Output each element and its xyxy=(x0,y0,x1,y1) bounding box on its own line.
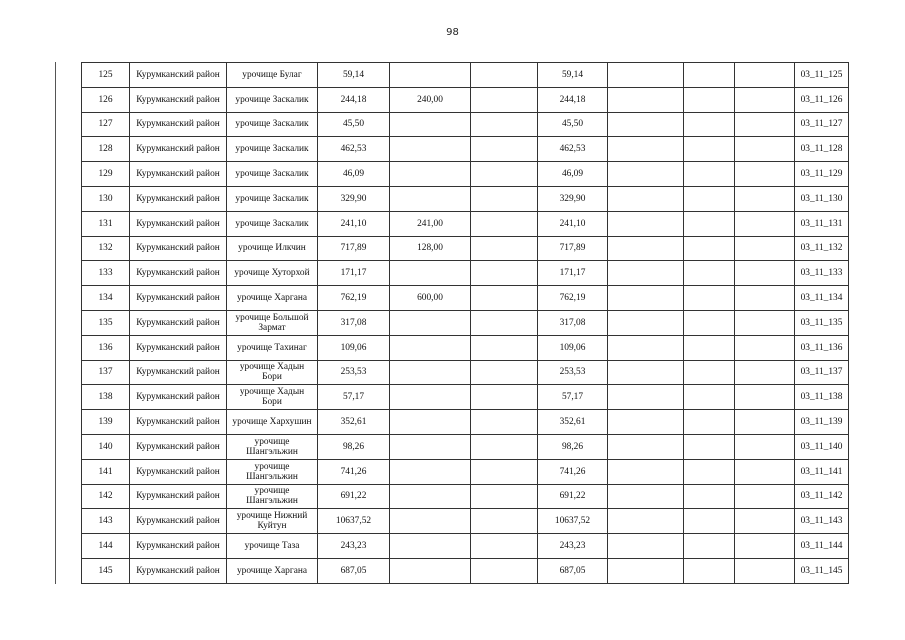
row-number-cell: 144 xyxy=(82,534,130,559)
district-cell: Курумканский район xyxy=(130,459,227,484)
area-column-5-cell xyxy=(390,186,471,211)
area-column-5-cell xyxy=(390,162,471,187)
area-column-10-cell xyxy=(735,162,795,187)
area-column-10-cell xyxy=(735,360,795,385)
area-column-8-cell xyxy=(608,186,684,211)
table-row xyxy=(82,558,849,583)
area-column-6-cell xyxy=(471,286,538,311)
area-column-8-cell xyxy=(608,162,684,187)
area-column-10-cell xyxy=(735,410,795,435)
area-column-5-cell xyxy=(390,335,471,360)
area-column-7-cell: 329,90 xyxy=(538,186,608,211)
row-number-cell: 132 xyxy=(82,236,130,261)
area-column-8-cell xyxy=(608,335,684,360)
plot-code-cell: 03_11_141 xyxy=(795,459,849,484)
tract-name-cell: урочище Хадын Бори xyxy=(227,385,318,410)
table-row xyxy=(82,112,849,137)
area-cell: 352,61 xyxy=(318,410,390,435)
area-cell: 46,09 xyxy=(318,162,390,187)
district-cell: Курумканский район xyxy=(130,211,227,236)
area-column-9-cell xyxy=(684,186,735,211)
area-column-7-cell: 462,53 xyxy=(538,137,608,162)
land-plots-table xyxy=(81,62,849,584)
table-row xyxy=(82,459,849,484)
area-column-9-cell xyxy=(684,459,735,484)
tract-name-cell: урочище Шангэльжин xyxy=(227,434,318,459)
area-column-6-cell xyxy=(471,534,538,559)
area-column-6-cell xyxy=(471,459,538,484)
row-number-cell: 128 xyxy=(82,137,130,162)
area-cell: 462,53 xyxy=(318,137,390,162)
area-column-7-cell: 243,23 xyxy=(538,534,608,559)
area-column-10-cell xyxy=(735,286,795,311)
area-column-8-cell xyxy=(608,410,684,435)
area-column-8-cell xyxy=(608,137,684,162)
tract-name-cell: урочище Шангэльжин xyxy=(227,459,318,484)
row-number-cell: 131 xyxy=(82,211,130,236)
area-column-8-cell xyxy=(608,434,684,459)
area-column-5-cell xyxy=(390,558,471,583)
plot-code-cell: 03_11_134 xyxy=(795,286,849,311)
row-number-cell: 125 xyxy=(82,63,130,88)
area-column-9-cell xyxy=(684,335,735,360)
table-row xyxy=(82,261,849,286)
plot-code-cell: 03_11_139 xyxy=(795,410,849,435)
area-cell: 171,17 xyxy=(318,261,390,286)
area-column-8-cell xyxy=(608,236,684,261)
row-number-cell: 145 xyxy=(82,558,130,583)
area-column-8-cell xyxy=(608,459,684,484)
area-cell: 691,22 xyxy=(318,484,390,509)
area-column-6-cell xyxy=(471,236,538,261)
area-column-5-cell xyxy=(390,509,471,534)
area-column-7-cell: 691,22 xyxy=(538,484,608,509)
plot-code-cell: 03_11_127 xyxy=(795,112,849,137)
area-column-8-cell xyxy=(608,63,684,88)
area-column-6-cell xyxy=(471,434,538,459)
area-column-6-cell xyxy=(471,360,538,385)
row-number-cell: 126 xyxy=(82,87,130,112)
area-cell: 45,50 xyxy=(318,112,390,137)
tract-name-cell: урочище Харгана xyxy=(227,286,318,311)
tract-name-cell: урочище Таза xyxy=(227,534,318,559)
district-cell: Курумканский район xyxy=(130,186,227,211)
plot-code-cell: 03_11_143 xyxy=(795,509,849,534)
tract-name-cell: урочище Заскалик xyxy=(227,162,318,187)
district-cell: Курумканский район xyxy=(130,162,227,187)
area-column-5-cell: 600,00 xyxy=(390,286,471,311)
area-column-8-cell xyxy=(608,211,684,236)
tract-name-cell: урочище Нижний Куйтун xyxy=(227,509,318,534)
tract-name-cell: урочище Заскалик xyxy=(227,112,318,137)
district-cell: Курумканский район xyxy=(130,484,227,509)
area-column-9-cell xyxy=(684,385,735,410)
area-column-6-cell xyxy=(471,385,538,410)
plot-code-cell: 03_11_128 xyxy=(795,137,849,162)
area-column-9-cell xyxy=(684,137,735,162)
row-number-cell: 127 xyxy=(82,112,130,137)
area-column-8-cell xyxy=(608,509,684,534)
area-column-6-cell xyxy=(471,335,538,360)
plot-code-cell: 03_11_125 xyxy=(795,63,849,88)
plot-code-cell: 03_11_142 xyxy=(795,484,849,509)
tract-name-cell: урочище Хадын Бори xyxy=(227,360,318,385)
area-column-6-cell xyxy=(471,558,538,583)
area-cell: 687,05 xyxy=(318,558,390,583)
area-column-7-cell: 317,08 xyxy=(538,310,608,335)
area-column-10-cell xyxy=(735,186,795,211)
row-number-cell: 135 xyxy=(82,310,130,335)
area-column-10-cell xyxy=(735,63,795,88)
area-column-9-cell xyxy=(684,261,735,286)
area-column-9-cell xyxy=(684,87,735,112)
table-row xyxy=(82,534,849,559)
area-column-8-cell xyxy=(608,558,684,583)
area-cell: 244,18 xyxy=(318,87,390,112)
area-cell: 98,26 xyxy=(318,434,390,459)
table-row xyxy=(82,63,849,88)
district-cell: Курумканский район xyxy=(130,534,227,559)
tract-name-cell: урочище Шангэльжин xyxy=(227,484,318,509)
plot-code-cell: 03_11_145 xyxy=(795,558,849,583)
area-column-7-cell: 741,26 xyxy=(538,459,608,484)
row-number-cell: 129 xyxy=(82,162,130,187)
area-column-5-cell xyxy=(390,484,471,509)
district-cell: Курумканский район xyxy=(130,410,227,435)
table-row xyxy=(82,335,849,360)
area-column-7-cell: 253,53 xyxy=(538,360,608,385)
area-column-9-cell xyxy=(684,310,735,335)
area-column-6-cell xyxy=(471,112,538,137)
area-column-7-cell: 717,89 xyxy=(538,236,608,261)
area-column-5-cell: 240,00 xyxy=(390,87,471,112)
area-cell: 329,90 xyxy=(318,186,390,211)
area-column-10-cell xyxy=(735,434,795,459)
plot-code-cell: 03_11_126 xyxy=(795,87,849,112)
district-cell: Курумканский район xyxy=(130,236,227,261)
row-number-cell: 140 xyxy=(82,434,130,459)
area-column-10-cell xyxy=(735,558,795,583)
area-column-7-cell: 687,05 xyxy=(538,558,608,583)
area-column-10-cell xyxy=(735,484,795,509)
area-column-5-cell xyxy=(390,63,471,88)
table-row xyxy=(82,186,849,211)
area-cell: 57,17 xyxy=(318,385,390,410)
plot-code-cell: 03_11_137 xyxy=(795,360,849,385)
area-column-9-cell xyxy=(684,63,735,88)
area-column-10-cell xyxy=(735,211,795,236)
plot-code-cell: 03_11_131 xyxy=(795,211,849,236)
table-row xyxy=(82,162,849,187)
tract-name-cell: урочище Заскалик xyxy=(227,87,318,112)
area-column-5-cell xyxy=(390,137,471,162)
area-column-6-cell xyxy=(471,484,538,509)
area-column-9-cell xyxy=(684,484,735,509)
district-cell: Курумканский район xyxy=(130,112,227,137)
area-column-5-cell: 241,00 xyxy=(390,211,471,236)
district-cell: Курумканский район xyxy=(130,63,227,88)
area-column-5-cell xyxy=(390,112,471,137)
district-cell: Курумканский район xyxy=(130,360,227,385)
area-column-7-cell: 45,50 xyxy=(538,112,608,137)
table-row xyxy=(82,87,849,112)
plot-code-cell: 03_11_136 xyxy=(795,335,849,360)
district-cell: Курумканский район xyxy=(130,310,227,335)
area-cell: 741,26 xyxy=(318,459,390,484)
area-column-6-cell xyxy=(471,509,538,534)
area-column-5-cell xyxy=(390,261,471,286)
area-column-7-cell: 109,06 xyxy=(538,335,608,360)
row-number-cell: 139 xyxy=(82,410,130,435)
area-cell: 241,10 xyxy=(318,211,390,236)
area-column-10-cell xyxy=(735,112,795,137)
area-column-6-cell xyxy=(471,87,538,112)
area-column-10-cell xyxy=(735,385,795,410)
area-column-10-cell xyxy=(735,261,795,286)
table-row xyxy=(82,509,849,534)
area-column-5-cell xyxy=(390,434,471,459)
tract-name-cell: урочище Харгана xyxy=(227,558,318,583)
area-column-6-cell xyxy=(471,261,538,286)
margin-line xyxy=(55,62,56,584)
plot-code-cell: 03_11_144 xyxy=(795,534,849,559)
area-column-8-cell xyxy=(608,534,684,559)
area-column-7-cell: 244,18 xyxy=(538,87,608,112)
plot-code-cell: 03_11_129 xyxy=(795,162,849,187)
district-cell: Курумканский район xyxy=(130,286,227,311)
area-cell: 253,53 xyxy=(318,360,390,385)
area-column-8-cell xyxy=(608,112,684,137)
table-row xyxy=(82,137,849,162)
page-number: 98 xyxy=(446,27,459,38)
plot-code-cell: 03_11_133 xyxy=(795,261,849,286)
area-column-10-cell xyxy=(735,236,795,261)
tract-name-cell: урочище Тахинаг xyxy=(227,335,318,360)
tract-name-cell: урочище Хархушин xyxy=(227,410,318,435)
area-column-9-cell xyxy=(684,112,735,137)
area-cell: 109,06 xyxy=(318,335,390,360)
district-cell: Курумканский район xyxy=(130,434,227,459)
plot-code-cell: 03_11_138 xyxy=(795,385,849,410)
area-column-9-cell xyxy=(684,360,735,385)
row-number-cell: 142 xyxy=(82,484,130,509)
district-cell: Курумканский район xyxy=(130,385,227,410)
area-column-6-cell xyxy=(471,137,538,162)
area-column-5-cell xyxy=(390,360,471,385)
plot-code-cell: 03_11_130 xyxy=(795,186,849,211)
area-cell: 243,23 xyxy=(318,534,390,559)
area-column-7-cell: 762,19 xyxy=(538,286,608,311)
tract-name-cell: урочище Булаг xyxy=(227,63,318,88)
plot-code-cell: 03_11_132 xyxy=(795,236,849,261)
area-column-6-cell xyxy=(471,410,538,435)
area-column-10-cell xyxy=(735,137,795,162)
area-column-10-cell xyxy=(735,310,795,335)
plot-code-cell: 03_11_135 xyxy=(795,310,849,335)
area-column-6-cell xyxy=(471,162,538,187)
area-column-8-cell xyxy=(608,385,684,410)
row-number-cell: 143 xyxy=(82,509,130,534)
area-column-7-cell: 57,17 xyxy=(538,385,608,410)
area-column-8-cell xyxy=(608,261,684,286)
district-cell: Курумканский район xyxy=(130,261,227,286)
area-column-8-cell xyxy=(608,87,684,112)
table-row xyxy=(82,484,849,509)
tract-name-cell: урочище Илкчин xyxy=(227,236,318,261)
table-row xyxy=(82,236,849,261)
area-column-10-cell xyxy=(735,459,795,484)
row-number-cell: 133 xyxy=(82,261,130,286)
row-number-cell: 138 xyxy=(82,385,130,410)
area-column-6-cell xyxy=(471,310,538,335)
district-cell: Курумканский район xyxy=(130,137,227,162)
area-column-5-cell xyxy=(390,310,471,335)
area-column-9-cell xyxy=(684,286,735,311)
area-column-5-cell xyxy=(390,459,471,484)
area-column-7-cell: 59,14 xyxy=(538,63,608,88)
table-row xyxy=(82,360,849,385)
area-column-7-cell: 241,10 xyxy=(538,211,608,236)
row-number-cell: 137 xyxy=(82,360,130,385)
area-column-9-cell xyxy=(684,509,735,534)
area-column-9-cell xyxy=(684,434,735,459)
area-column-9-cell xyxy=(684,236,735,261)
table-row xyxy=(82,286,849,311)
table-row xyxy=(82,310,849,335)
area-column-10-cell xyxy=(735,335,795,360)
area-cell: 717,89 xyxy=(318,236,390,261)
row-number-cell: 141 xyxy=(82,459,130,484)
row-number-cell: 130 xyxy=(82,186,130,211)
area-cell: 317,08 xyxy=(318,310,390,335)
district-cell: Курумканский район xyxy=(130,558,227,583)
row-number-cell: 136 xyxy=(82,335,130,360)
area-column-9-cell xyxy=(684,410,735,435)
row-number-cell: 134 xyxy=(82,286,130,311)
area-column-7-cell: 10637,52 xyxy=(538,509,608,534)
area-column-7-cell: 171,17 xyxy=(538,261,608,286)
area-column-8-cell xyxy=(608,286,684,311)
area-column-8-cell xyxy=(608,360,684,385)
area-column-9-cell xyxy=(684,211,735,236)
area-cell: 10637,52 xyxy=(318,509,390,534)
area-cell: 59,14 xyxy=(318,63,390,88)
area-column-9-cell xyxy=(684,162,735,187)
tract-name-cell: урочище Большой Зармат xyxy=(227,310,318,335)
table-body xyxy=(82,63,849,584)
area-column-6-cell xyxy=(471,186,538,211)
district-cell: Курумканский район xyxy=(130,335,227,360)
table-row xyxy=(82,211,849,236)
area-column-7-cell: 98,26 xyxy=(538,434,608,459)
area-column-5-cell xyxy=(390,410,471,435)
table-row xyxy=(82,434,849,459)
tract-name-cell: урочище Хуторхой xyxy=(227,261,318,286)
plot-code-cell: 03_11_140 xyxy=(795,434,849,459)
tract-name-cell: урочище Заскалик xyxy=(227,211,318,236)
tract-name-cell: урочище Заскалик xyxy=(227,186,318,211)
area-column-10-cell xyxy=(735,509,795,534)
area-column-9-cell xyxy=(684,534,735,559)
area-column-8-cell xyxy=(608,484,684,509)
area-column-6-cell xyxy=(471,63,538,88)
table-row xyxy=(82,410,849,435)
district-cell: Курумканский район xyxy=(130,87,227,112)
area-column-5-cell xyxy=(390,534,471,559)
district-cell: Курумканский район xyxy=(130,509,227,534)
table-row xyxy=(82,385,849,410)
area-column-5-cell xyxy=(390,385,471,410)
area-cell: 762,19 xyxy=(318,286,390,311)
area-column-6-cell xyxy=(471,211,538,236)
area-column-9-cell xyxy=(684,558,735,583)
area-column-5-cell: 128,00 xyxy=(390,236,471,261)
area-column-10-cell xyxy=(735,87,795,112)
area-column-7-cell: 352,61 xyxy=(538,410,608,435)
tract-name-cell: урочище Заскалик xyxy=(227,137,318,162)
area-column-8-cell xyxy=(608,310,684,335)
area-column-10-cell xyxy=(735,534,795,559)
area-column-7-cell: 46,09 xyxy=(538,162,608,187)
